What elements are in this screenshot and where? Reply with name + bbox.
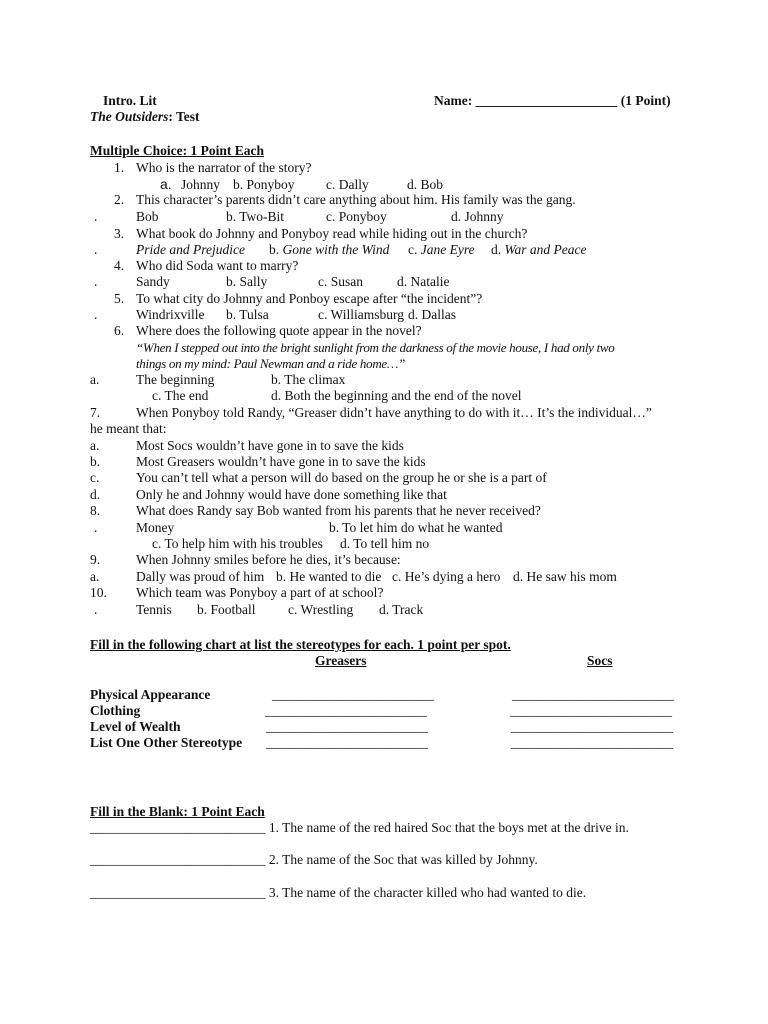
q4-option-c: c. Susan [318, 274, 363, 289]
name-field-label: Name: _____________________ (1 Point) [434, 93, 671, 108]
q9-option-a: Dally was proud of him [136, 569, 265, 584]
q10-text: Which team was Ponyboy a part of at school? [136, 585, 384, 600]
q7-c-marker: c. [90, 470, 100, 485]
q7-option-b: Most Greasers wouldn’t have gone in to save the kids [136, 454, 426, 469]
q6-option-d: d. Both the beginning and the end of the novel [271, 388, 522, 403]
q3-c-text: Jane Eyre [420, 242, 475, 257]
q5-marker: . [94, 307, 98, 322]
greasers-blank-wealth[interactable]: ________________________ [266, 719, 428, 734]
fib-prompt-1: 1. The name of the red haired Soc that the boys met at the drive in. [268, 820, 629, 835]
q8-option-d: d. To tell him no [340, 536, 430, 551]
q4-option-a: Sandy [136, 274, 170, 289]
q6-option-a: The beginning [136, 372, 215, 387]
q3-marker: . [94, 242, 98, 257]
q7-text: When Ponyboy told Randy, “Greaser didn’t have anything to do with it… It’s the individual…” [136, 405, 652, 420]
q8-option-c: c. To help him with his troubles [152, 536, 323, 551]
q3-d-marker: d. [491, 242, 502, 257]
q5-text: To what city do Johnny and Ponboy escape after “the incident”? [136, 291, 483, 306]
q3-option-a: Pride and Prejudice [136, 242, 245, 257]
chart-col-greasers: Greasers [315, 653, 367, 668]
socs-blank-other[interactable]: ________________________ [511, 735, 673, 750]
test-suffix: : Test [168, 109, 200, 124]
socs-blank-physical[interactable]: ________________________ [512, 687, 674, 702]
greasers-blank-physical[interactable]: ________________________ [272, 687, 434, 702]
fib-item-3 [90, 885, 586, 901]
q8-text: What does Randy say Bob wanted from his parents that he never received? [136, 503, 541, 518]
q5-option-b: b. Tulsa [226, 307, 269, 322]
greasers-blank-other[interactable]: ________________________ [266, 735, 428, 750]
q6-text: Where does the following quote appear in the novel? [136, 323, 422, 338]
q1-option-d: d. Bob [407, 177, 444, 192]
course-title: Intro. Lit [103, 93, 157, 108]
q7-option-d: Only he and Johnny would have done something like that [136, 487, 447, 502]
q8-number: 8. [90, 503, 101, 518]
mc-heading: Multiple Choice: 1 Point Each [90, 143, 264, 158]
q7-b-marker: b. [90, 454, 101, 469]
fib-blank-2[interactable]: __________________________ [90, 852, 266, 867]
q4-option-b: b. Sally [226, 274, 268, 289]
q6-quote-line-2: things on my mind: Paul Newman and a ride home…” [136, 356, 406, 371]
fib-item-1 [90, 820, 629, 836]
fib-prompt-3: 3. The name of the character killed who had wanted to die. [268, 885, 587, 900]
q7-a-marker: a. [90, 438, 100, 453]
chart-row-physical-appearance: Physical Appearance [90, 687, 211, 702]
q3-text: What book do Johnny and Ponyboy read while hiding out in the church? [136, 226, 528, 241]
chart-row-clothing: Clothing [90, 703, 141, 718]
q3-c-marker: c. [408, 242, 418, 257]
q9-option-c: c. He’s dying a hero [392, 569, 501, 584]
greasers-blank-clothing[interactable]: ________________________ [265, 703, 427, 718]
q2-option-a: Bob [136, 209, 159, 224]
q3-b-marker: b. [269, 242, 280, 257]
chart-col-socs: Socs [587, 653, 613, 668]
q10-option-c: c. Wrestling [288, 602, 354, 617]
q9-option-d: d. He saw his mom [513, 569, 617, 584]
q10-option-d: d. Track [379, 602, 424, 617]
q9-text: When Johnny smiles before he dies, it’s because: [136, 552, 401, 567]
q9-a-marker: a. [90, 569, 100, 584]
q7-option-c: You can’t tell what a person will do based on the group he or she is a part of [136, 470, 547, 485]
socs-blank-wealth[interactable]: ________________________ [511, 719, 673, 734]
q1-text: Who is the narrator of the story? [136, 160, 312, 175]
q6-a-marker: a. [90, 372, 100, 387]
chart-row-other-stereotype: List One Other Stereotype [90, 735, 243, 750]
q1-option-c: c. Dally [326, 177, 369, 192]
q4-marker: . [94, 274, 98, 289]
q10-number: 10. [90, 585, 107, 600]
book-title: The Outsiders [90, 109, 169, 124]
q10-option-a: Tennis [136, 602, 172, 617]
q8-option-a: Money [136, 520, 175, 535]
q6-option-c: c. The end [152, 388, 209, 403]
q3-b-text: Gone with the Wind [282, 242, 390, 257]
q3-d-text: War and Peace [504, 242, 587, 257]
q3-option-b [269, 242, 389, 258]
fib-prompt-2: 2. The name of the Soc that was killed by Johnny. [268, 852, 538, 867]
fib-heading: Fill in the Blank: 1 Point Each [90, 804, 265, 819]
q4-option-d: d. Natalie [397, 274, 450, 289]
q7-option-a: Most Socs wouldn’t have gone in to save the kids [136, 438, 404, 453]
q1-option-b: b. Ponyboy [233, 177, 295, 192]
q3-number: 3. [114, 226, 125, 241]
q7-number: 7. [90, 405, 101, 420]
q2-number: 2. [114, 192, 125, 207]
q2-option-b: b. Two-Bit [226, 209, 285, 224]
test-title [90, 109, 200, 125]
q2-marker: . [94, 209, 98, 224]
q3-option-c [408, 242, 475, 258]
q10-option-b: b. Football [197, 602, 256, 617]
q1-option-a: Johnny [181, 177, 221, 192]
q8-marker: . [94, 520, 98, 535]
q4-text: Who did Soda want to marry? [136, 258, 299, 273]
fib-item-2 [90, 852, 538, 868]
q2-option-d: d. Johnny [451, 209, 504, 224]
q1-number: 1. [114, 160, 125, 175]
q6-option-b: b. The climax [271, 372, 346, 387]
fib-blank-3[interactable]: __________________________ [90, 885, 266, 900]
q9-option-b: b. He wanted to die [276, 569, 382, 584]
q5-number: 5. [114, 291, 125, 306]
q4-number: 4. [114, 258, 125, 273]
q6-number: 6. [114, 323, 125, 338]
q10-marker: . [94, 602, 98, 617]
q3-option-d [491, 242, 586, 258]
chart-row-level-of-wealth: Level of Wealth [90, 719, 181, 734]
q2-text: This character’s parents didn’t care anything about him. His family was the gang. [136, 192, 576, 207]
q5-option-c: c. Williamsburg [318, 307, 404, 322]
q5-option-d: d. Dallas [408, 307, 456, 322]
q8-option-b: b. To let him do what he wanted [329, 520, 503, 535]
q7-continuation: he meant that: [90, 421, 167, 436]
q5-option-a: Windrixville [136, 307, 205, 322]
q7-d-marker: d. [90, 487, 101, 502]
socs-blank-clothing[interactable]: ________________________ [510, 703, 672, 718]
chart-heading: Fill in the following chart at list the stereotypes for each. 1 point per spot. [90, 637, 511, 652]
q9-number: 9. [90, 552, 101, 567]
q1-a-marker: a. [160, 176, 172, 192]
fib-blank-1[interactable]: __________________________ [90, 820, 266, 835]
q2-option-c: c. Ponyboy [326, 209, 387, 224]
q6-quote-line-1: “When I stepped out into the bright sunlight from the darkness of the movie house, I had only two [136, 340, 615, 355]
